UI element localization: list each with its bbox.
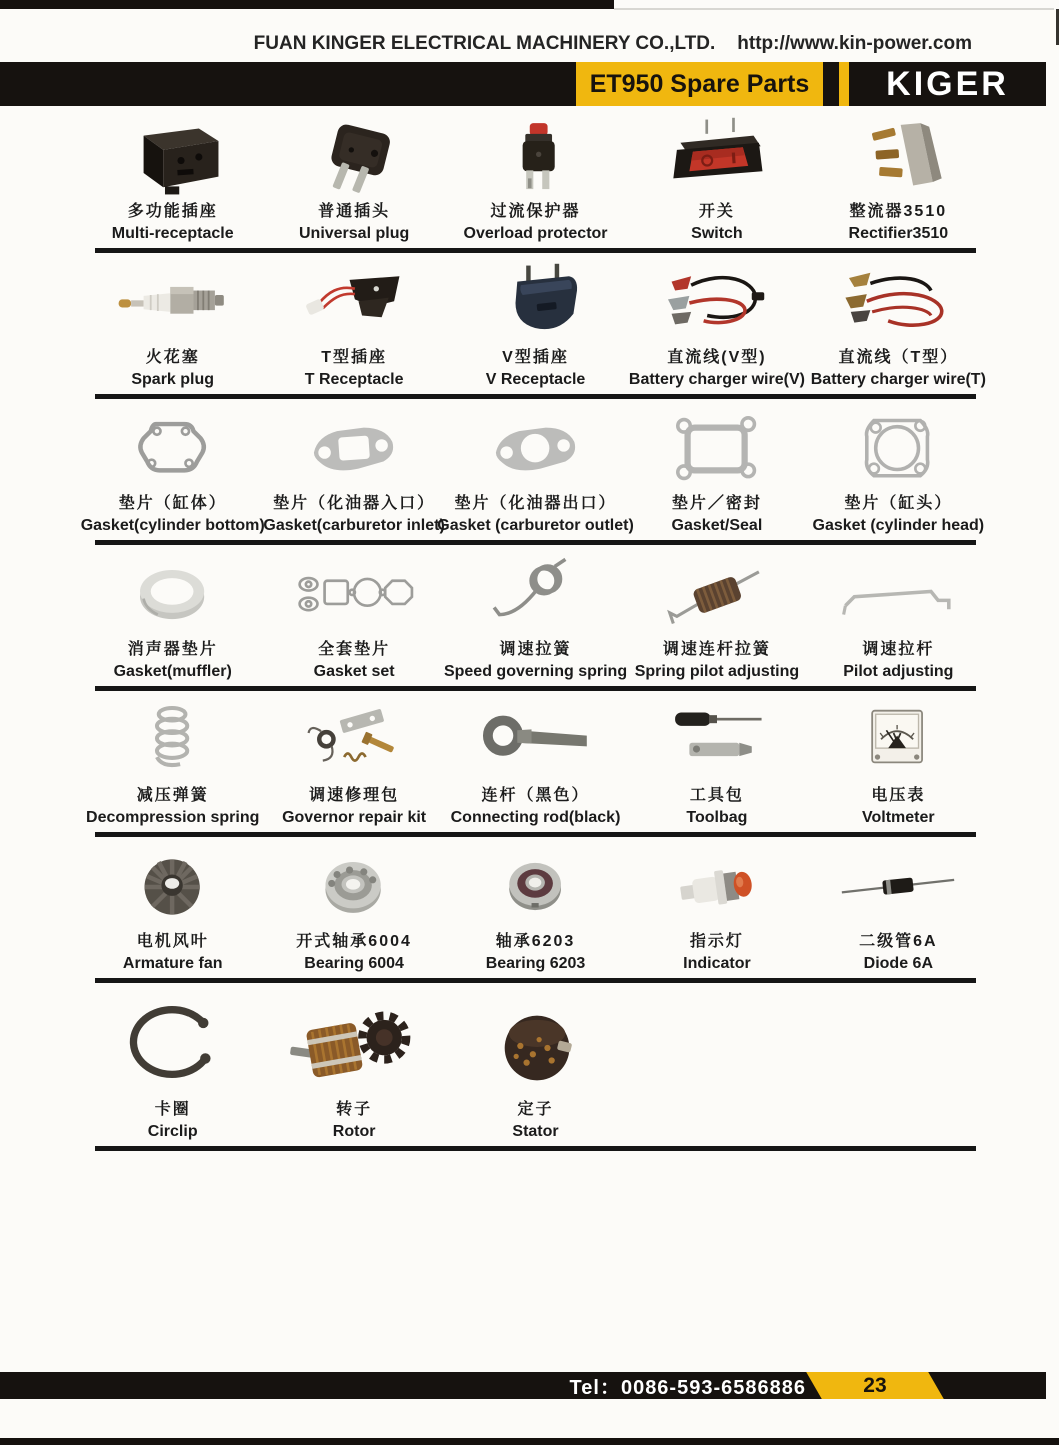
part-name-en: Gasket (cylinder head) xyxy=(812,517,985,534)
company-website: http://www.kin-power.com xyxy=(737,33,972,54)
part-cell xyxy=(626,116,807,244)
multi-receptacle-image xyxy=(94,116,252,198)
part-name-cn: 垫片（化油器出口） xyxy=(454,495,617,512)
speed-governing-spring-image xyxy=(457,554,615,636)
part-name-en: Toolbag xyxy=(686,809,748,826)
diode-image xyxy=(819,846,977,928)
gasket-seal-image xyxy=(638,408,796,490)
part-name-cn: 开关 xyxy=(698,203,735,220)
part-name-cn: 垫片（化油器入口） xyxy=(273,495,436,512)
parts-row xyxy=(82,262,989,390)
pilot-adjusting-rod-image xyxy=(819,554,977,636)
parts-row xyxy=(82,116,989,244)
part-name-cn: 垫片／密封 xyxy=(671,495,762,512)
row-divider xyxy=(95,832,976,837)
part-name-en: T Receptacle xyxy=(304,371,404,388)
part-name-en: Gasket(carburetor inlet) xyxy=(263,517,445,534)
parts-row xyxy=(82,554,989,682)
rotor-image xyxy=(275,1014,433,1096)
overload-protector-image xyxy=(457,116,615,198)
bearing-6203-image xyxy=(457,846,615,928)
gasket-muffler-image xyxy=(94,554,252,636)
part-cell xyxy=(445,846,626,974)
gasket-carburetor-outlet-image xyxy=(457,408,615,490)
part-name-en: Circlip xyxy=(147,1123,198,1140)
part-cell xyxy=(263,846,444,974)
part-name-en: Bearing 6203 xyxy=(485,955,586,972)
header-bar-gap xyxy=(823,62,839,106)
parts-row xyxy=(82,408,989,536)
parts-row xyxy=(82,846,989,974)
part-cell xyxy=(445,700,626,828)
part-cell xyxy=(263,262,444,390)
part-name-en: Spark plug xyxy=(131,371,215,388)
indicator-lamp-image xyxy=(638,846,796,928)
part-cell xyxy=(808,700,989,828)
bearing-6004-image xyxy=(275,846,433,928)
part-name-cn: 连杆（黑色） xyxy=(481,787,590,804)
row-divider xyxy=(95,978,976,983)
parts-row xyxy=(82,992,989,1142)
part-name-en: Switch xyxy=(691,225,743,242)
part-name-cn: 整流器3510 xyxy=(849,203,948,220)
part-name-cn: 电机风叶 xyxy=(136,933,209,950)
part-cell xyxy=(82,116,263,244)
part-name-cn: 卡圈 xyxy=(154,1101,191,1118)
row-divider xyxy=(95,1146,976,1151)
part-name-cn: 调速修理包 xyxy=(309,787,400,804)
part-name-en: Gasket(muffler) xyxy=(113,663,232,680)
part-name-en: Diode 6A xyxy=(863,955,933,972)
part-cell xyxy=(437,408,634,536)
rectifier-image xyxy=(819,116,977,198)
row-divider xyxy=(95,248,976,253)
part-name-cn: 直流线(V型) xyxy=(667,349,767,366)
part-name-en: V Receptacle xyxy=(485,371,586,388)
part-name-cn: 多功能插座 xyxy=(127,203,218,220)
part-name-en: Stator xyxy=(512,1123,559,1140)
governor-repair-kit-image xyxy=(275,700,433,782)
part-name-en: Battery charger wire(T) xyxy=(810,371,986,388)
part-name-en: Gasket/Seal xyxy=(671,517,763,534)
part-name-cn: 调速拉杆 xyxy=(862,641,935,658)
part-name-cn: 轴承6203 xyxy=(495,933,576,950)
part-cell xyxy=(82,992,263,1142)
row-divider xyxy=(95,540,976,545)
part-name-cn: 普通插头 xyxy=(318,203,391,220)
part-cell xyxy=(82,846,263,974)
part-cell xyxy=(626,700,807,828)
telephone-number: Tel：0086-593-6586886 xyxy=(569,1377,806,1399)
part-cell xyxy=(445,262,626,390)
circlip-image xyxy=(94,1014,252,1096)
spark-plug-image xyxy=(94,262,252,344)
part-cell xyxy=(445,554,626,682)
part-name-cn: 消声器垫片 xyxy=(127,641,218,658)
empty-cell xyxy=(808,992,989,1142)
part-name-en: Gasket(cylinder bottom) xyxy=(80,517,265,534)
part-cell xyxy=(263,554,444,682)
armature-fan-image xyxy=(94,846,252,928)
rocker-switch-image xyxy=(638,116,796,198)
part-name-en: Indicator xyxy=(683,955,751,972)
part-cell xyxy=(626,262,807,390)
voltmeter-image xyxy=(819,700,977,782)
top-edge-line xyxy=(614,8,1054,10)
bottom-strip xyxy=(0,1438,1059,1445)
part-cell xyxy=(808,846,989,974)
part-name-en: Gasket (carburetor outlet) xyxy=(437,517,634,534)
part-name-en: Speed governing spring xyxy=(443,663,628,680)
connecting-rod-image xyxy=(457,700,615,782)
part-name-cn: 垫片（缸体） xyxy=(118,495,227,512)
part-name-cn: 指示灯 xyxy=(689,933,744,950)
part-name-en: Bearing 6004 xyxy=(304,955,404,972)
part-cell xyxy=(808,262,989,390)
battery-wire-t-image xyxy=(819,262,977,344)
part-cell xyxy=(445,992,626,1142)
company-name: FUAN KINGER ELECTRICAL MACHINERY CO.,LTD. xyxy=(253,33,716,54)
part-cell xyxy=(626,846,807,974)
part-cell xyxy=(263,700,444,828)
part-name-en: Overload protector xyxy=(463,225,608,242)
top-strip xyxy=(0,0,614,9)
stator-image xyxy=(457,1014,615,1096)
empty-cell xyxy=(626,992,807,1142)
footer-bar xyxy=(0,1372,1046,1399)
company-header xyxy=(0,33,972,55)
part-name-cn: 二级管6A xyxy=(859,933,938,950)
part-name-en: Connecting rod(black) xyxy=(450,809,621,826)
part-name-cn: 火花塞 xyxy=(145,349,200,366)
part-name-cn: V型插座 xyxy=(502,349,569,366)
part-cell xyxy=(82,408,263,536)
part-cell xyxy=(82,262,263,390)
v-receptacle-image xyxy=(457,262,615,344)
page-number: 23 xyxy=(863,1373,887,1397)
part-name-cn: 全套垫片 xyxy=(318,641,391,658)
battery-wire-v-image xyxy=(638,262,796,344)
part-name-cn: 调速拉簧 xyxy=(499,641,572,658)
part-cell xyxy=(626,408,807,536)
universal-plug-image xyxy=(275,116,433,198)
page-number-badge xyxy=(806,1372,944,1399)
decompression-spring-image xyxy=(94,700,252,782)
part-name-en: Pilot adjusting xyxy=(843,663,954,680)
part-cell xyxy=(263,992,444,1142)
part-name-en: Governor repair kit xyxy=(282,809,427,826)
part-name-en: Rotor xyxy=(332,1123,376,1140)
part-name-cn: T型插座 xyxy=(321,349,387,366)
header-bar xyxy=(0,62,1046,106)
part-name-en: Battery charger wire(V) xyxy=(628,371,805,388)
part-name-en: Universal plug xyxy=(298,225,410,242)
part-cell xyxy=(82,700,263,828)
part-name-en: Voltmeter xyxy=(862,809,935,826)
row-divider xyxy=(95,394,976,399)
part-name-cn: 直流线（T型） xyxy=(838,349,959,366)
part-name-en: Multi-receptacle xyxy=(111,225,234,242)
toolbag-image xyxy=(638,700,796,782)
part-name-cn: 减压弹簧 xyxy=(136,787,209,804)
part-name-en: Decompression spring xyxy=(86,809,260,826)
part-name-cn: 调速连杆拉簧 xyxy=(662,641,771,658)
gasket-cylinder-bottom-image xyxy=(94,408,252,490)
part-cell xyxy=(808,554,989,682)
part-name-en: Spring pilot adjusting xyxy=(634,663,800,680)
part-cell xyxy=(808,116,989,244)
part-cell xyxy=(445,116,626,244)
part-name-cn: 工具包 xyxy=(689,787,744,804)
gasket-carburetor-inlet-image xyxy=(275,408,433,490)
parts-grid xyxy=(0,116,1059,1160)
parts-row xyxy=(82,700,989,828)
part-cell xyxy=(82,554,263,682)
part-cell xyxy=(626,554,807,682)
part-name-en: Gasket set xyxy=(313,663,395,680)
yellow-stripe xyxy=(839,62,849,106)
part-name-cn: 转子 xyxy=(336,1101,373,1118)
header-bar-spacer xyxy=(0,62,576,106)
part-cell xyxy=(263,408,444,536)
page-title: ET950 Spare Parts xyxy=(576,62,823,106)
brand-logo: KIGER xyxy=(886,64,1009,103)
part-cell xyxy=(808,408,989,536)
gasket-cylinder-head-image xyxy=(819,408,977,490)
part-name-en: Rectifier3510 xyxy=(848,225,949,242)
part-name-en: Armature fan xyxy=(122,955,223,972)
part-name-cn: 开式轴承6004 xyxy=(296,933,412,950)
part-cell xyxy=(263,116,444,244)
part-name-cn: 垫片（缸头） xyxy=(844,495,953,512)
part-name-cn: 电压表 xyxy=(871,787,926,804)
part-name-cn: 定子 xyxy=(517,1101,554,1118)
row-divider xyxy=(95,686,976,691)
part-name-cn: 过流保护器 xyxy=(490,203,581,220)
spring-pilot-adjusting-image xyxy=(638,554,796,636)
gasket-set-image xyxy=(275,554,433,636)
t-receptacle-image xyxy=(275,262,433,344)
